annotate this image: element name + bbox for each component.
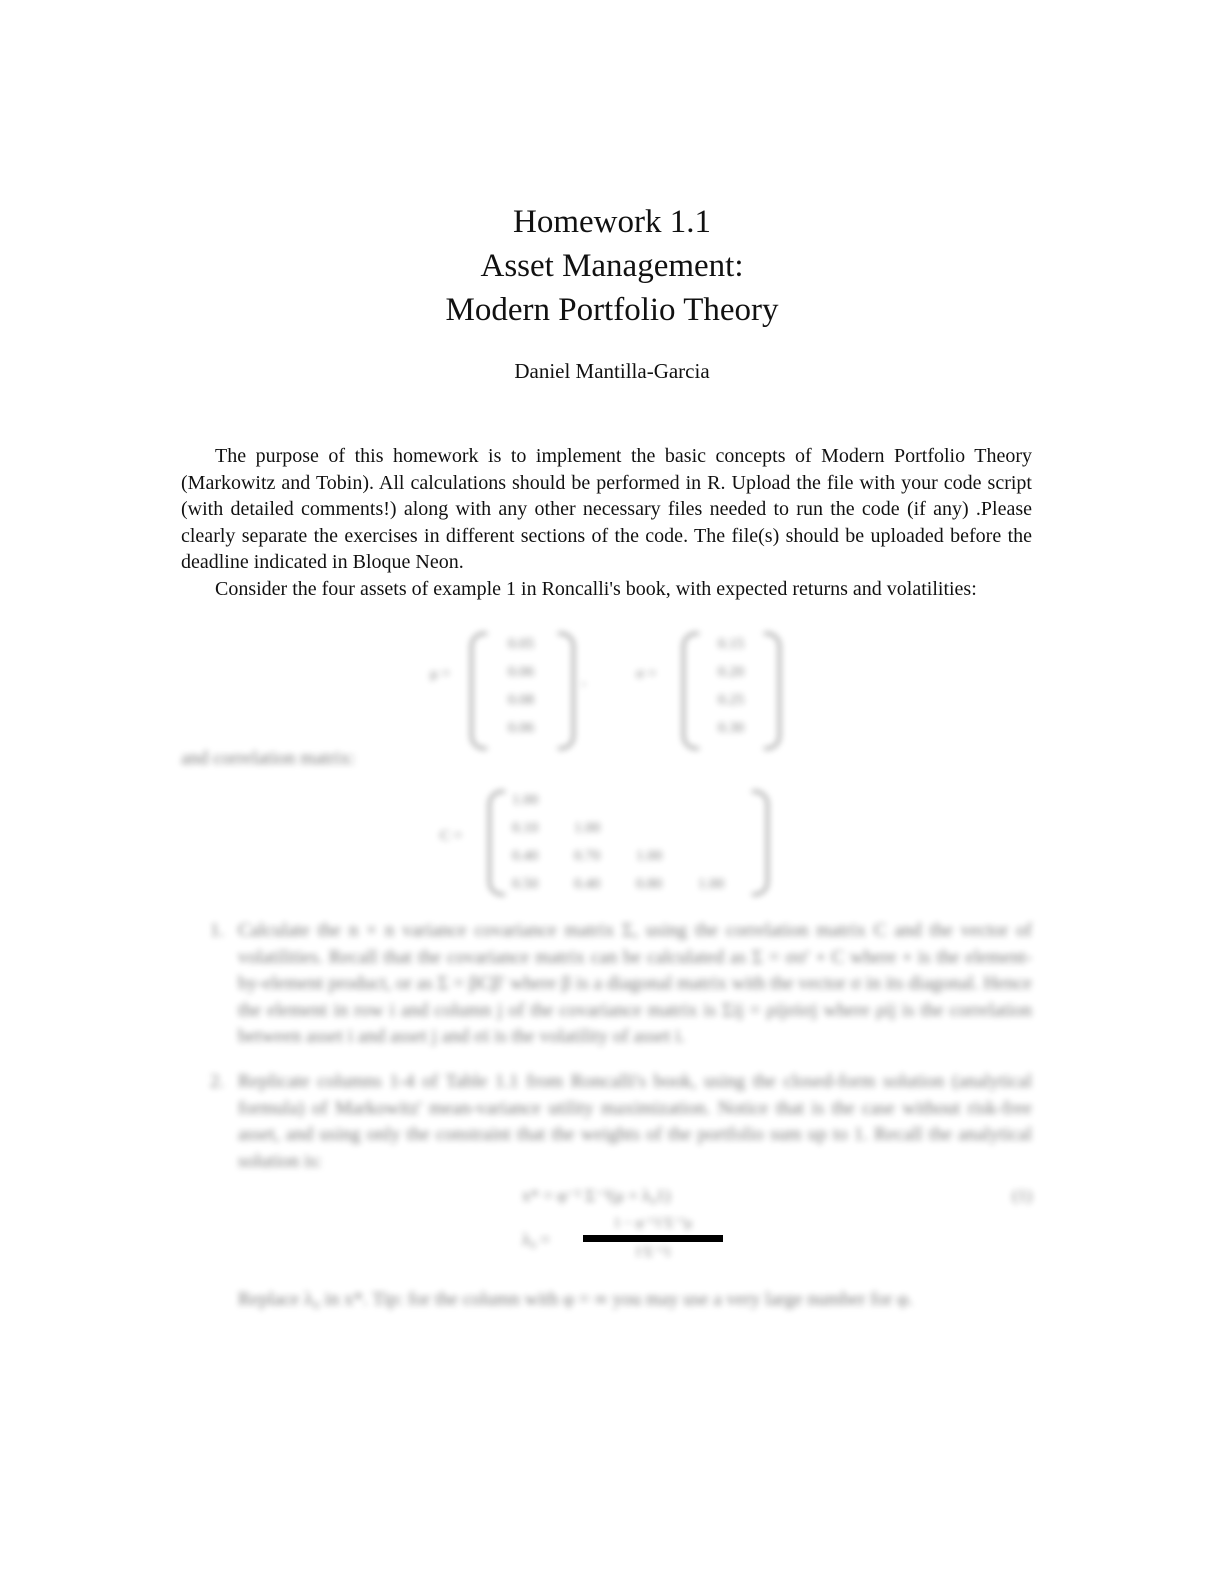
exercise-number: 2.	[210, 1070, 225, 1092]
exercise-text: Calculate the n × n variance covariance matrix Σ, using the correlation matrix C and the vector of volatilities. Recall that the covariance matrix can be calculated as Σ = σσ′ ∘ C where ∘ is the element-by-element product, or as Σ = βCβ′ where β is a diagonal matrix with the vector σ in its diagonal. Hence the element in row i and column j of the covariance matrix is Σij = ρijσiσj where ρij is the correlation between asset i and asset j and σi is the volatility of asset i.	[238, 920, 1032, 1048]
exercise-1	[210, 918, 1032, 1051]
exercises	[210, 918, 1032, 1332]
exercise-text: Replicate columns 1-4 of Table 1.1 from Roncalli's book, using the closed-form solution (analytical formula) of Markowitz' mean-variance utility maximization. Notice that is the case without risk-free asset, and using only the constraint that the weights of the portfolio sum up to 1. Recall the analytical solution is:	[238, 1070, 1032, 1172]
equation-number: (1)	[1012, 1186, 1032, 1206]
author: Daniel Mantilla-Garcia	[514, 359, 710, 383]
sigma-label: σ =	[636, 666, 657, 682]
correlation-matrix	[512, 786, 760, 898]
mu-value: 0.08	[507, 692, 535, 708]
equation-2-lhs: λ₀ =	[522, 1230, 551, 1250]
title-line-3: Modern Portfolio Theory	[445, 292, 779, 328]
exercise-number: 1.	[210, 920, 225, 941]
cell: 0.40	[512, 848, 539, 864]
mu-vector	[498, 630, 544, 742]
sigma-vector	[708, 630, 754, 742]
cell: 0.70	[574, 848, 601, 864]
exercise-2-tip	[210, 1287, 1032, 1314]
sigma-left-paren	[682, 632, 699, 750]
correlation-row	[512, 870, 760, 898]
mu-left-paren	[470, 632, 487, 750]
cell: 1.00	[636, 848, 663, 864]
equation-1: x* = φ⁻¹ Σ⁻¹(μ + λ₀1)	[522, 1186, 671, 1206]
title-line-1: Homework 1.1	[513, 204, 711, 240]
intro-paragraph-2: Consider the four assets of example 1 in Roncalli's book, with expected returns and volatilities:	[215, 577, 977, 600]
separator: ,	[582, 672, 586, 688]
mu-label: μ =	[430, 666, 451, 682]
correlation-label: C =	[440, 828, 463, 844]
mu-value: 0.05	[507, 636, 535, 652]
correlation-row	[512, 814, 760, 842]
equations	[210, 1181, 1032, 1273]
intro-paragraph-1: The purpose of this homework is to implement the basic concepts of Modern Portfolio Theory (Markowitz and Tobin). All calculations should be performed in R. Upload the file with your code script (with detailed comments!) along with any other necessary files needed to run the code (if any) .Please clearly separate the exercises in different sections of the code. The file(s) should be uploaded before the deadline indicated in Bloque Neon.	[181, 445, 1032, 574]
correlation-left-paren	[488, 790, 505, 896]
correlation-row	[512, 842, 760, 870]
sigma-value: 0.15	[717, 636, 745, 652]
cell: 1.00	[574, 820, 601, 836]
equation-2-denominator: 1′Σ⁻¹1	[634, 1245, 672, 1261]
fraction-bar	[583, 1235, 723, 1242]
cell: 1.00	[512, 792, 539, 808]
title-line-2: Asset Management:	[480, 248, 744, 284]
mu-right-paren	[558, 632, 575, 750]
equation-2-fraction	[583, 1215, 723, 1262]
correlation-intro: and correlation matrix:	[181, 748, 356, 769]
correlation-right-paren	[752, 790, 769, 896]
cell: 0.40	[574, 876, 601, 892]
sigma-value: 0.30	[717, 720, 745, 736]
sigma-value: 0.20	[717, 664, 745, 680]
cell: 0.50	[512, 876, 539, 892]
mu-value: 0.06	[507, 720, 535, 736]
mu-value: 0.06	[507, 664, 535, 680]
sigma-value: 0.25	[717, 692, 745, 708]
exercise-2	[210, 1069, 1032, 1175]
correlation-row	[512, 786, 760, 814]
equation-2-numerator: 1 − φ⁻¹1′Σ⁻¹μ	[613, 1216, 693, 1232]
cell: 0.10	[512, 820, 539, 836]
exercise-tip-text: Replace λ₀ in x*. Tip: for the column with φ = ∞ you may use a very large number for φ.	[238, 1289, 913, 1311]
cell: 1.00	[698, 876, 725, 892]
cell: 0.80	[636, 876, 663, 892]
intro-text	[181, 443, 1032, 603]
sigma-right-paren	[764, 632, 781, 750]
